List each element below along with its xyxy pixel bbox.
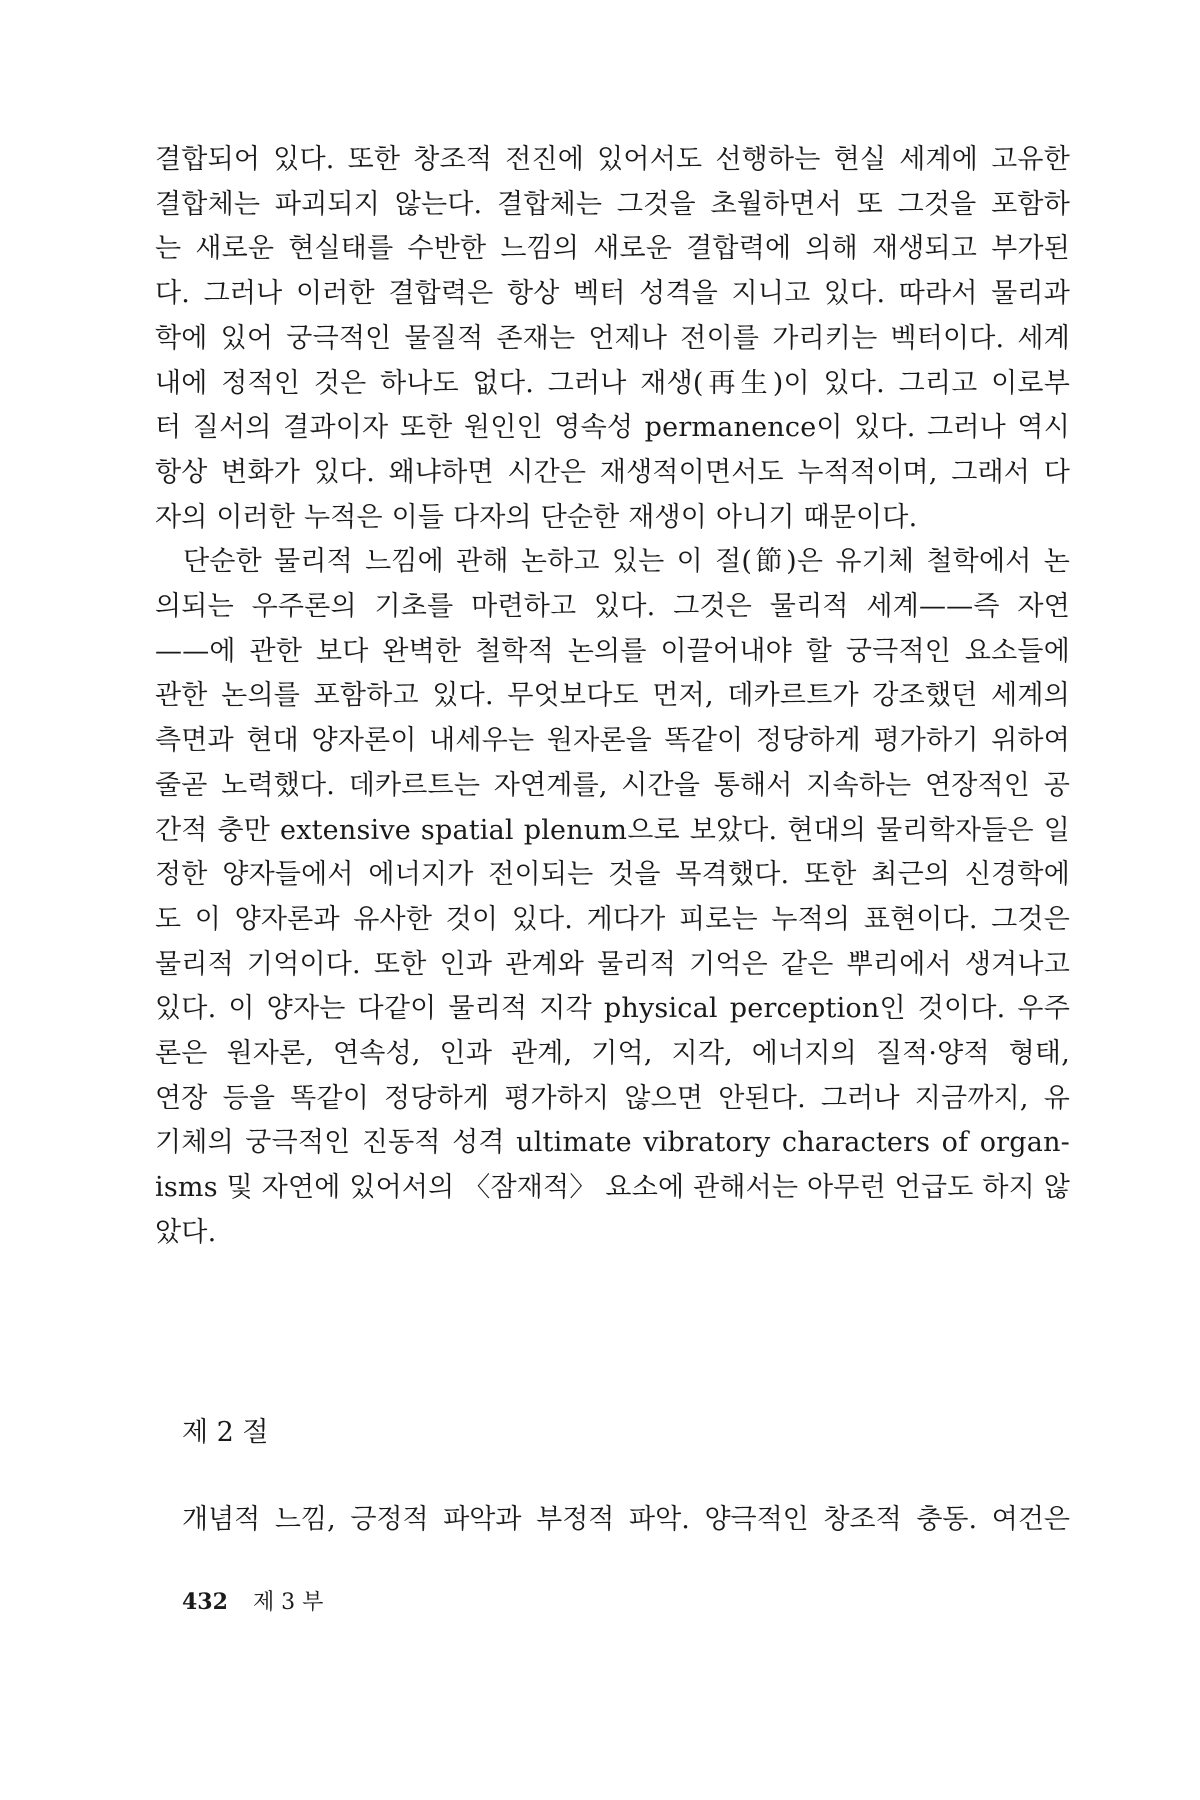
text-line: 관한 논의를 포함하고 있다. 무엇보다도 먼저, 데카르트가 강조했던 세계의	[155, 680, 1070, 712]
text-line: 연장 등을 똑같이 정당하게 평가하지 않으면 안된다. 그러나 지금까지, 유	[155, 1082, 1070, 1114]
text-line: 론은 원자론, 연속성, 인과 관계, 기억, 지각, 에너지의 질적·양적 형태,	[155, 1038, 1070, 1070]
paragraph-2	[155, 540, 1070, 1255]
text-line: 터 질서의 결과이자 또한 원인인 영속성 permanence이 있다. 그러나 역시	[155, 412, 1070, 444]
page-footer	[182, 1586, 323, 1619]
text-line: 항상 변화가 있다. 왜냐하면 시간은 재생적이면서도 누적적이며, 그래서 다	[155, 456, 1070, 488]
text-line: 자의 이러한 누적은 이들 다자의 단순한 재생이 아니기 때문이다.	[155, 501, 918, 533]
page-number: 432	[182, 1589, 228, 1615]
text-line: 정한 양자들에서 에너지가 전이되는 것을 목격했다. 또한 최근의 신경학에	[155, 859, 1070, 891]
text-line: 간적 충만 extensive spatial plenum으로 보았다. 현대의 물리학자들은 일	[155, 814, 1070, 846]
text-line: isms 및 자연에 있어서의 〈잠재적〉 요소에 관해서는 아무런 언급도 하지 않	[155, 1172, 1070, 1204]
text-line: 물리적 기억이다. 또한 인과 관계와 물리적 기억은 같은 뿌리에서 생겨나고	[155, 948, 1070, 980]
text-line: 도 이 양자론과 유사한 것이 있다. 게다가 피로는 누적의 표현이다. 그것은	[155, 903, 1070, 935]
text-line: 았다.	[155, 1216, 217, 1248]
text-line: 는 새로운 현실태를 수반한 느낌의 새로운 결합력에 의해 재생되고 부가된	[155, 233, 1070, 265]
text-line: 측면과 현대 양자론이 내세우는 원자론을 똑같이 정당하게 평가하기 위하여	[155, 725, 1070, 757]
text-line: 의되는 우주론의 기초를 마련하고 있다. 그것은 물리적 세계——즉 자연	[155, 591, 1070, 623]
text-line: 단순한 물리적 느낌에 관해 논하고 있는 이 절(節)은 유기체 철학에서 논	[183, 546, 1070, 578]
text-line: 결합체는 파괴되지 않는다. 결합체는 그것을 초월하면서 또 그것을 포함하	[155, 188, 1070, 220]
part-label: 제 3 부	[252, 1590, 324, 1615]
text-line: 기체의 궁극적인 진동적 성격 ultimate vibratory characters of organ-	[155, 1127, 1070, 1159]
text-line: 다. 그러나 이러한 결합력은 항상 벡터 성격을 지니고 있다. 따라서 물리과	[155, 278, 1070, 310]
text-line: 학에 있어 궁극적인 물질적 존재는 언제나 전이를 가리키는 벡터이다. 세계	[155, 322, 1070, 354]
text-line: 결합되어 있다. 또한 창조적 전진에 있어서도 선행하는 현실 세계에 고유한	[155, 144, 1070, 175]
body-text	[155, 138, 1070, 1256]
text-line: 내에 정적인 것은 하나도 없다. 그러나 재생(再生)이 있다. 그리고 이로부	[155, 367, 1070, 399]
text-line: ——에 관한 보다 완벽한 철학적 논의를 이끌어내야 할 궁극적인 요소들에	[155, 635, 1070, 667]
text-line: 줄곧 노력했다. 데카르트는 자연계를, 시간을 통해서 지속하는 연장적인 공	[155, 769, 1070, 801]
text-line: 있다. 이 양자는 다같이 물리적 지각 physical perception인 것이다. 우주	[155, 993, 1070, 1025]
section-heading: 제 2 절	[182, 1417, 269, 1448]
paragraph-1	[155, 138, 1070, 540]
section-subtitle: 개념적 느낌, 긍정적 파악과 부정적 파악. 양극적인 창조적 충동. 여건은	[182, 1504, 1070, 1535]
